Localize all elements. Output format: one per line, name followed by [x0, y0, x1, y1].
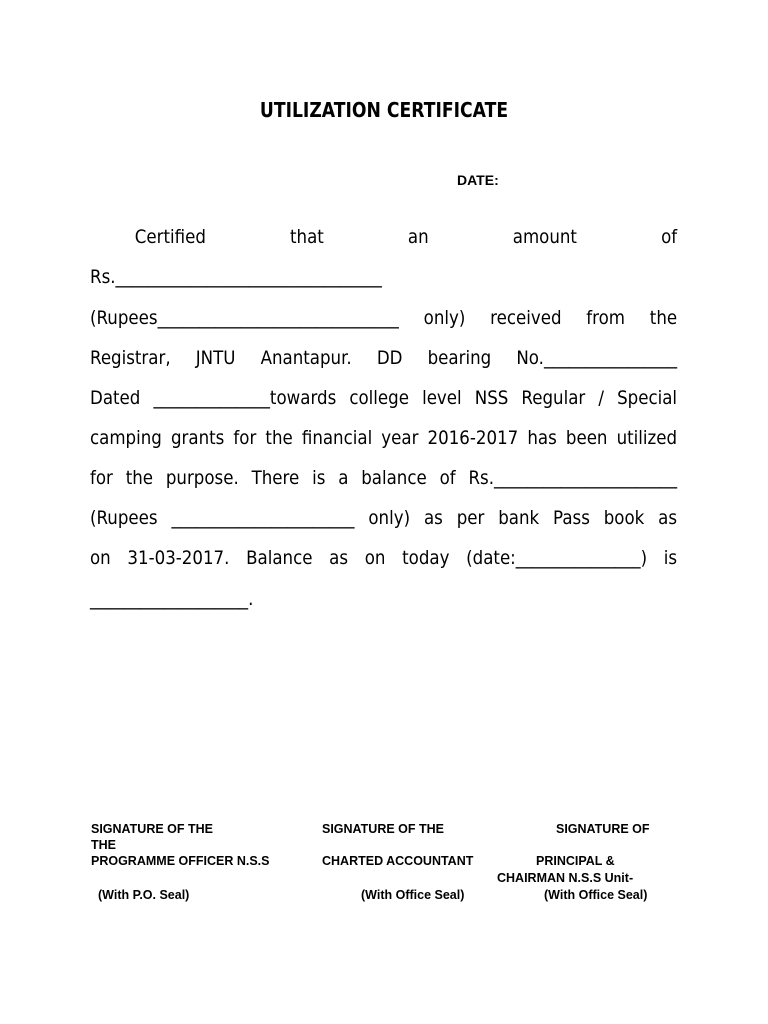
- word: /: [598, 388, 604, 409]
- word: Special: [617, 388, 678, 409]
- word: that: [289, 227, 324, 248]
- word: utilized: [616, 428, 678, 449]
- word: camping: [90, 428, 162, 449]
- word: level: [422, 388, 462, 409]
- word: No.________________: [516, 348, 678, 369]
- word: of: [439, 468, 456, 489]
- sig-col3-line2: PRINCIPAL &: [536, 854, 615, 868]
- word: today: [402, 548, 450, 569]
- word: an: [407, 227, 429, 248]
- word: is: [312, 468, 326, 489]
- word: bearing: [427, 348, 492, 369]
- body-line-6: [90, 427, 677, 451]
- word: balance: [361, 468, 427, 489]
- word: There: [251, 468, 300, 489]
- word: of: [661, 227, 678, 248]
- word: bank: [498, 508, 540, 529]
- word: is: [663, 548, 678, 569]
- word: only): [368, 508, 411, 529]
- body-line-2: Rs.________________________________: [90, 267, 382, 288]
- word: grants: [170, 428, 225, 449]
- word: college: [349, 388, 409, 409]
- word: received: [490, 308, 562, 329]
- document-title: UTILIZATION CERTIFICATE: [259, 98, 509, 122]
- word: year: [381, 428, 419, 449]
- sig-col3-line1: SIGNATURE OF: [556, 822, 650, 836]
- body-line-10: ___________________.: [90, 589, 254, 610]
- word: financial: [301, 428, 373, 449]
- word: Certified: [134, 227, 206, 248]
- word: Balance: [246, 548, 313, 569]
- word: from: [586, 308, 626, 329]
- sig-col2-line1: SIGNATURE OF THE: [322, 822, 444, 836]
- sig-col3-seal: (With Office Seal): [544, 888, 648, 902]
- word: as: [329, 548, 349, 569]
- word: for: [233, 428, 257, 449]
- word: on: [364, 548, 386, 569]
- word: (Rupees: [90, 508, 158, 529]
- word: 2016-2017: [427, 428, 519, 449]
- word: the: [649, 308, 678, 329]
- sig-col1-line1: SIGNATURE OF THE: [91, 822, 213, 836]
- word: (Rupees_____________________________: [90, 308, 399, 329]
- word: book: [603, 508, 645, 529]
- word: Regular: [521, 388, 586, 409]
- word: has: [527, 428, 557, 449]
- sig-col1-line2: THE: [91, 838, 116, 852]
- word: 31-03-2017.: [127, 548, 230, 569]
- sig-col1-seal: (With P.O. Seal): [98, 888, 190, 902]
- word: Anantapur.: [260, 348, 352, 369]
- body-line-8: [90, 507, 677, 531]
- word: amount: [512, 227, 577, 248]
- sig-col2-line2: CHARTED ACCOUNTANT: [322, 854, 474, 868]
- word: the: [125, 468, 154, 489]
- body-line-9: [90, 547, 677, 571]
- word: as: [658, 508, 678, 529]
- sig-col2-seal: (With Office Seal): [361, 888, 465, 902]
- date-label: DATE:: [457, 172, 499, 188]
- body-line-3: [90, 307, 677, 331]
- word: as: [423, 508, 443, 529]
- word: NSS: [474, 388, 509, 409]
- word: (date:_______________): [466, 548, 648, 569]
- word: Registrar,: [90, 348, 171, 369]
- body-line-7: [90, 467, 677, 491]
- word: been: [565, 428, 608, 449]
- word: ______________________: [171, 508, 355, 529]
- word: per: [456, 508, 485, 529]
- word: JNTU: [195, 348, 236, 369]
- word: purpose.: [165, 468, 239, 489]
- sig-col3-line3: CHAIRMAN N.S.S Unit-: [497, 871, 634, 885]
- word: Rs.______________________: [468, 468, 678, 489]
- body-line-4: [90, 347, 677, 371]
- word: a: [338, 468, 349, 489]
- word: only): [423, 308, 466, 329]
- word: ______________towards: [153, 388, 337, 409]
- word: for: [90, 468, 113, 489]
- word: Pass: [553, 508, 590, 529]
- word: the: [265, 428, 293, 449]
- body-line-5: [90, 387, 677, 411]
- word: Dated: [90, 388, 141, 409]
- sig-col1-line3: PROGRAMME OFFICER N.S.S: [91, 854, 270, 868]
- body-line-1: [90, 226, 677, 250]
- word: on: [90, 548, 111, 569]
- word: DD: [376, 348, 403, 369]
